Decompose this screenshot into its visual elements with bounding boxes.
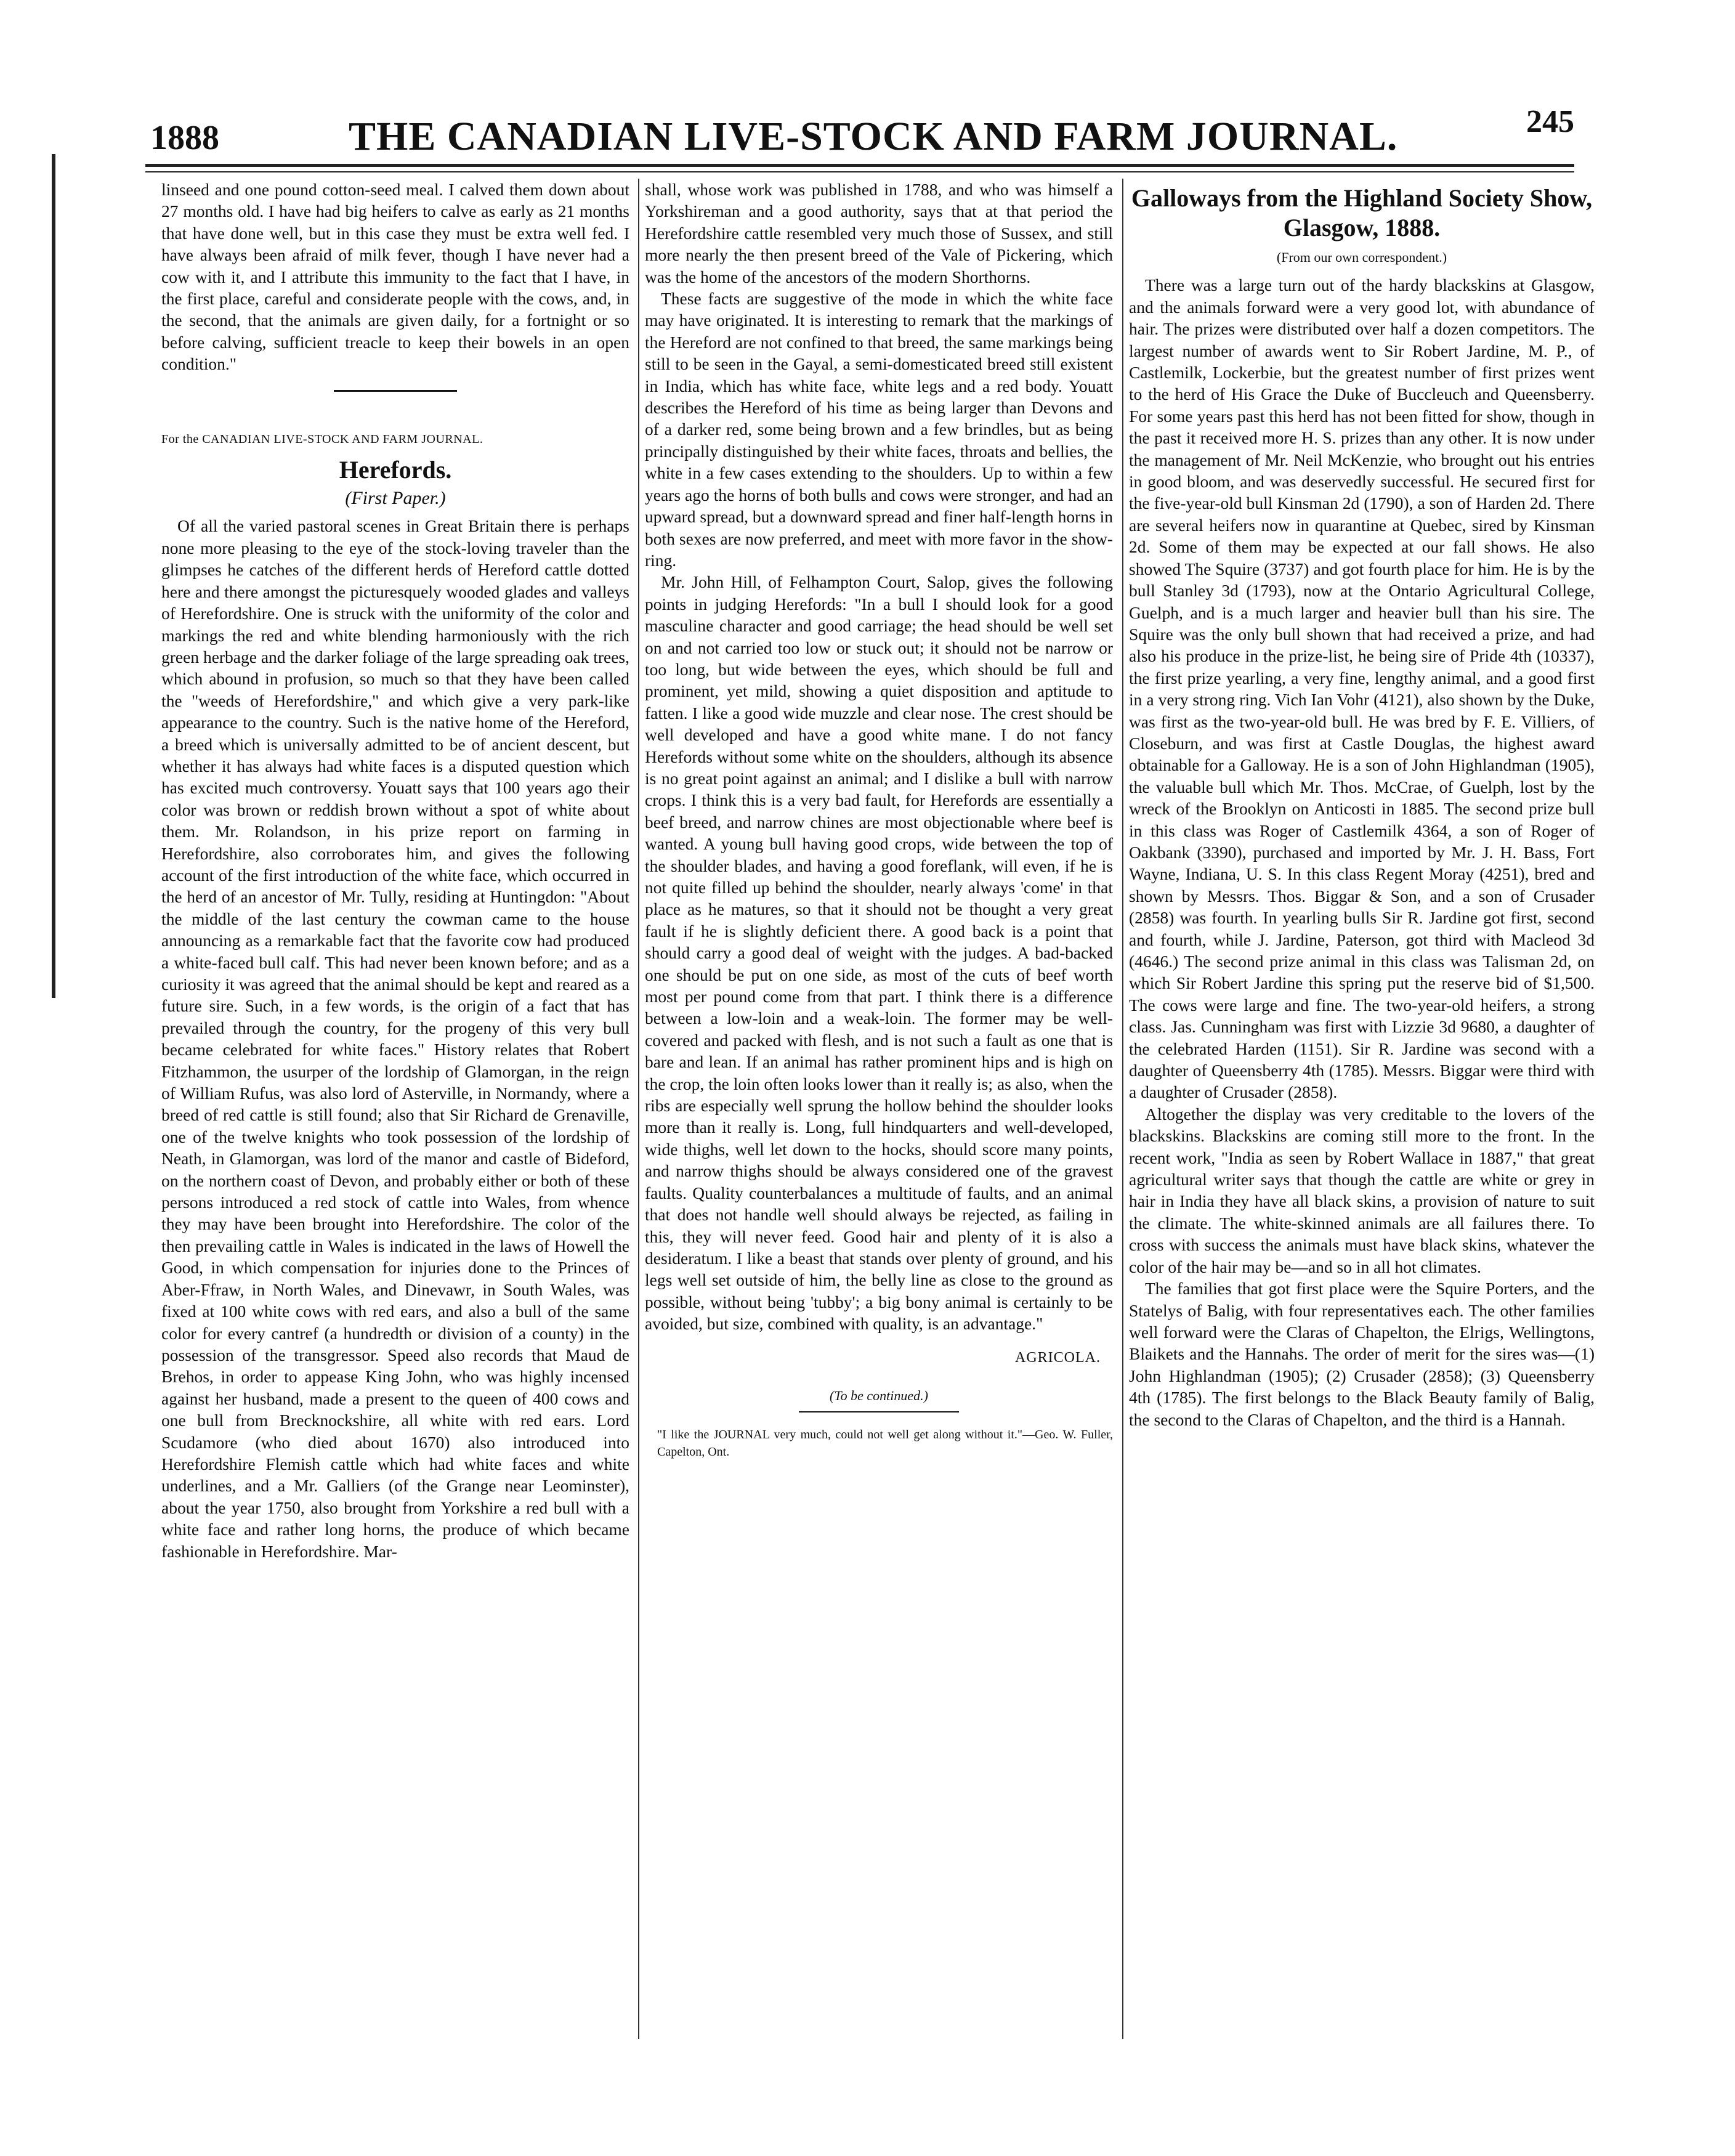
article-paragraph: shall, whose work was published in 1788, and who was himself a Yorkshireman and a good authority, says that at that period the Herefordshire cattle resembled very much those of Sussex, and still more nearly the then present breed of the Vale of Pickering, which was the home of the ancestors of the modern Shorthorns. xyxy=(645,180,1113,286)
source-line: For the CANADIAN LIVE-STOCK AND FARM JOURNAL. xyxy=(161,432,483,446)
column-2 xyxy=(645,179,1113,1461)
header-year: 1888 xyxy=(150,119,219,157)
page-header xyxy=(145,92,1574,159)
article-subheading: (First Paper.) xyxy=(345,488,446,509)
margin-mark xyxy=(52,154,55,998)
correspondent-note: (From our own correspondent.) xyxy=(1276,249,1447,265)
article-paragraph: Altogether the display was very creditable to the lovers of the blackskins. Blackskins are coming still more to the front. In the recent work, "India as seen by Robert Wallace in 1887," that great agricultural writer says that though the cattle are white or grey in hair in India they have all black skins, a provision of nature to suit the climate. The white-skinned animals are all failures there. To cross with success the animals must have black skins, whatever the color of the hair may be—and so in all hot climates. xyxy=(1129,1104,1595,1276)
section-divider xyxy=(799,1411,959,1412)
column-rule xyxy=(1122,179,1123,2039)
article-paragraph: Of all the varied pastoral scenes in Great Britain there is perhaps none more pleasing to the eye of the stock-loving traveler than the glimpses he catches of the different herds of Hereford cattle dotted here and there amongst the picturesquely wooded glades and valleys of Herefordshire. One is struck with the uniformity of the color and markings the red and white blending harmoniously with the rich green herbage and the darker foliage of the large spreading oak trees, which abound in profusion, so much so that they have been called the "weeds of Herefordshire," and which give a very park-like appearance to the country. Such is the native home of the Hereford, a breed which is universally admitted to be of ancient descent, but whether it has always had white faces is a disputed question which has excited much controversy. Youatt says that 100 years ago their color was brown or reddish brown without a spot of white about them. Mr. Rolandson, in his prize report on farming in Herefordshire, also corroborates him, and gives the following account of the first introduction of the white face, which occurred in the herd of an ancestor of Mr. Tully, residing at Huntingdon: "About the middle of the last century the cowman came to the house announcing as a remarkable fact that the favorite cow had produced a white-faced bull calf. This had never been known before; and as a curiosity it was agreed that the animal should be kept and reared as a future sire. Such, in a few words, is the origin of a fact that has prevailed through the country, for the progeny of this very bull became celebrated for white faces." History relates that Robert Fitzhammon, the usurper of the lordship of Glamorgan, in the reign of William Rufus, was also lord of Asterville, in Normandy, where a breed of red cattle is still found; also that Sir Richard de Grenaville, one of the twelve knights who took possession of the lordship of Neath, in Glamorgan, was lord of the manor and castle of Bideford, on the northern coast of Devon, and probably either or both of these persons introduced a red stock of cattle into Wales, from whence they may have been brought into Herefordshire. The color of the then prevailing cattle in Wales is indicated in the laws of Howell the Good, in which compensation for injuries done to the Princes of Aber-Ffraw, in North Wales, and Dinevawr, in South Wales, was fixed at 100 white cows with red ears, and also a bull of the same color for every cantref (a hundredth or division of a county) in the possession of the transgressor. Speed also records that Maud de Brehos, in order to appease King John, who was highly incensed against her husband, made a present to the queen of 400 cows and one bull from Brecknockshire, all white with red ears. Lord Scudamore (who died about 1670) also introduced into Herefordshire Flemish cattle which had white faces and white underlines, and a Mr. Galliers (of the Grange near Leominster), about the year 1750, also brought from Yorkshire a red bull with a white face and rather long horns, the produce of which became fashionable in Herefordshire. Mar- xyxy=(161,516,629,1561)
author-signature: AGRICOLA. xyxy=(1015,1349,1101,1366)
section-divider xyxy=(334,390,457,392)
column-3 xyxy=(1129,179,1595,1430)
intro-paragraph: linseed and one pound cotton-seed meal. I calved them down about 27 months old. I have had big heifers to calve as early as 21 months that have done well, but in this case they must be extra well fed. I have always been afraid of milk fever, though I have never had a cow with it, and I attribute this immunity to the fact that I have, in the first place, careful and considerate people with the cows, and, in the second, that the animals are given daily, for a fortnight or so before calving, sufficient treacle to keep their bowels in an open condition." xyxy=(161,180,629,374)
header-rule-thick xyxy=(145,164,1574,167)
article-heading: Herefords. xyxy=(339,456,452,484)
column-rule xyxy=(638,179,639,2039)
reader-quote: "I like the JOURNAL very much, could not well get along without it."—Geo. W. Fuller, Capelton, Ont. xyxy=(657,1428,1113,1459)
page-number: 245 xyxy=(1526,104,1574,139)
header-rule-thin xyxy=(145,171,1574,172)
article-paragraph: Mr. John Hill, of Felhampton Court, Salop, gives the following points in judging Herefords: "In a bull I should look for a good masculine character and good carriage; the head should be well set on and not carried too low or stuck out; it should not be narrow or too long, but wide between the eyes, which should be full and prominent, yet mild, showing a quiet disposition and aptitude to fatten. I like a good wide muzzle and clear nose. The crest should be well developed and have a good white mane. I do not fancy Herefords without some white on the shoulders, although its absence is no great point against an animal; and I dislike a bull with narrow crops. I think this is a very bad fault, for Herefords are essentially a beef breed, and narrow chines are most objectionable where beef is wanted. A young bull having good crops, wide between the top of the shoulder blades, and having a good foreflank, will even, if he is not quite filled up behind the shoulder, nearly always 'come' in that place as he matures, so that it should not be thought a very great fault if he is slightly deficient there. A good back is a point that should carry a good deal of weight with the judges. A bad-backed one should be put on one side, as most of the cuts of beef worth most per pound come from that part. I think there is a difference between a low-loin and a weak-loin. The former may be well-covered and packed with flesh, and is not such a fault as one that is bare and lean. If an animal has rather prominent hips and is high on the crop, the loin often looks lower than it really is; as also, when the ribs are especially well sprung the hollow behind the shoulder looks more than it really is. Long, full hindquarters and well-developed, wide thighs, well let down to the hocks, should score many points, and narrow thighs should be always considered one of the gravest faults. Quality counterbalances a multitude of faults, and an animal that does not handle well should always be rejected, as failing in this, they will never feed. Good hair and plenty of it is also a desideratum. I like a beast that stands over plenty of ground, and his legs well set outside of him, the belly line as close to the ground as possible, without being 'tubby'; a big bony animal is certainly to be avoided, but size, combined with quality, is an advantage." xyxy=(645,572,1113,1334)
article-paragraph: There was a large turn out of the hardy blackskins at Glasgow, and the animals forward were a very good lot, with abundance of hair. The prizes were distributed over half a dozen competitors. The largest number of awards went to Sir Robert Jardine, M. P., of Castlemilk, Lockerbie, but the greatest number of first prizes went to the herd of His Grace the Duke of Buccleuch and Queensberry. For some years past this herd has not been fitted for show, though in the past it received more H. S. prizes than any other. It is now under the management of Mr. Neil McKenzie, who brought out his entries in good bloom, and was deservedly successful. He secured first for the five-year-old bull Kinsman 2d (1790), a son of Harden 2d. There are several heifers now in quarantine at Quebec, sired by Kinsman 2d. Some of them may be expected at our fall shows. He also showed The Squire (3737) and got fourth place for him. He is by the bull Stanley 3d (1793), now at the Ontario Agricultural College, Guelph, and is a much larger and heavier bull than his sire. The Squire was the only bull shown that had received a prize, and had also his produce in the prize-list, he being sire of Pride 4th (10337), the first prize yearling, a very fine, lengthy animal, and a good first in a very strong ring. Vich Ian Vohr (4121), also shown by the Duke, was first as the two-year-old bull. He was bred by F. E. Villiers, of Closeburn, and was first at Castle Douglas, the highest award obtainable for a Galloway. He is a son of John Highlandman (1905), the valuable bull which Mr. Thos. McCrae, of Guelph, lost by the wreck of the Brooklyn on Anticosti in 1885. The second prize bull in this class was Roger of Castlemilk 4364, a son of Roger of Oakbank (3390), purchased and imported by Mr. J. H. Bass, Fort Wayne, Indiana, U. S. In this class Regent Moray (4251), bred and shown by Messrs. Thos. Biggar & Son, and a son of Crusader (2858) was fourth. In yearling bulls Sir R. Jardine got first, second and fourth, while J. Jardine, Paterson, got third with Macleod 3d (4646.) The second prize animal in this class was Talisman 2d, on which Sir Robert Jardine this spring put the reserve bid of $1,500. The cows were large and fine. The two-year-old heifers, a strong class. Jas. Cunningham was first with Lizzie 3d 9680, a daughter of the celebrated Harden (1151). Sir R. Jardine was second with a daughter of Queensberry 4th (1785). Messrs. Biggar were third with a daughter of Crusader (2858). xyxy=(1129,275,1595,1102)
header-title: THE CANADIAN LIVE-STOCK AND FARM JOURNAL. xyxy=(349,114,1398,159)
continued-note: (To be continued.) xyxy=(830,1387,928,1403)
article-heading: Galloways from the Highland Society Show, Glasgow, 1888. xyxy=(1131,184,1593,241)
article-paragraph: The families that got first place were the Squire Porters, and the Statelys of Balig, with four representatives each. The other families well forward were the Claras of Chapelton, the Elrigs, Wellingtons, Blaikets and the Hannahs. The order of merit for the sires was—(1) John Highlandman (1905); (2) Crusader (2858); (3) Queensberry 4th (1785). The first belongs to the Black Beauty family of Balig, the second to the Claras of Chapelton, and the third is a Hannah. xyxy=(1129,1279,1595,1429)
article-paragraph: These facts are suggestive of the mode in which the white face may have originated. It is interesting to remark that the markings of the Hereford are not confined to that breed, the same markings being still to be seen in the Gayal, a semi-domesticated breed still existent in India, which has white face, white legs and a red body. Youatt describes the Hereford of his time as being larger than Devons and of a darker red, some being brown and a few brindles, but as being principally distinguished by their white faces, throats and bellies, the white in a few cases extending to the shoulders. Up to within a few years ago the horns of both bulls and cows were stronger, and had an upward spread, but a downward spread and finer half-length horns in both sexes are now preferred, and meet with more favor in the show-ring. xyxy=(645,289,1113,570)
column-1 xyxy=(161,179,629,1562)
